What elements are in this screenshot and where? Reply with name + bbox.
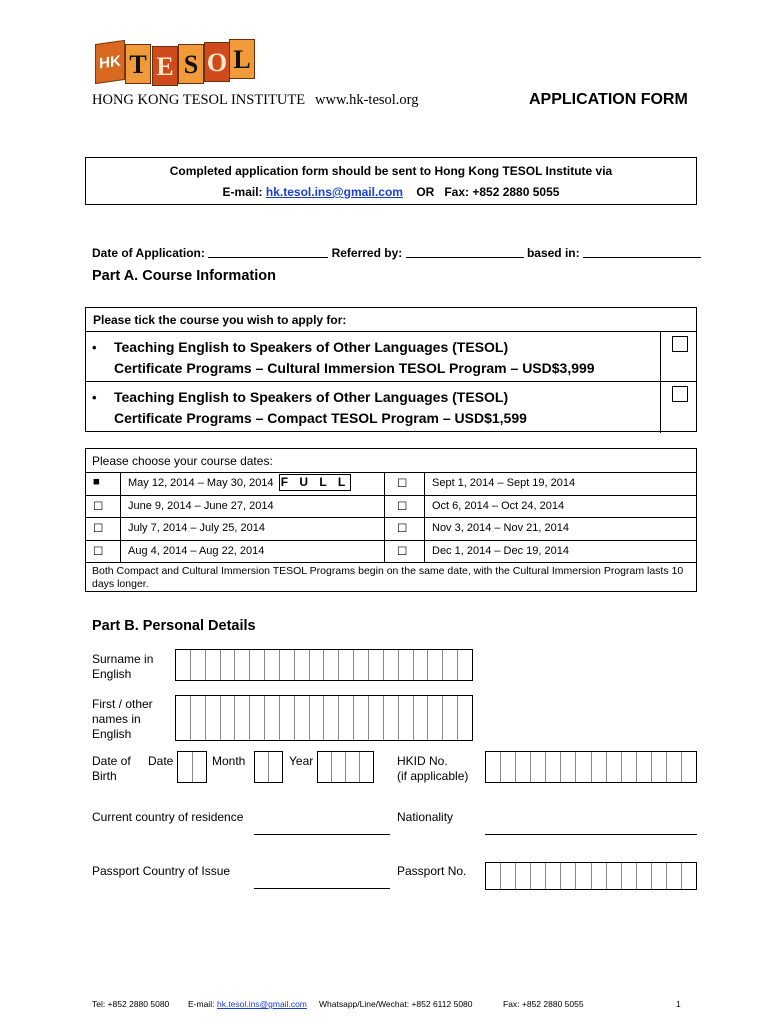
notice-line-1: Completed application form should be sent to Hong Kong TESOL Institute via (169, 164, 613, 178)
bullet: • (92, 340, 97, 355)
course-cultural-line-1: Teaching English to Speakers of Other Languages (TESOL) (114, 339, 509, 355)
dob-label-line-1: Date of (92, 754, 131, 768)
hkid-input-grid[interactable] (485, 751, 697, 783)
date-checkbox-june[interactable]: ☐ (93, 501, 104, 513)
date-dec: Dec 1, 2014 – Dec 19, 2014 (432, 545, 569, 557)
hkid-label (397, 754, 468, 784)
date-oct: Oct 6, 2014 – Oct 24, 2014 (432, 500, 565, 512)
based-in-field[interactable] (583, 246, 701, 258)
notice-fax: Fax: +852 2880 5055 (444, 185, 560, 199)
dates-note (92, 565, 692, 591)
course-cultural-checkbox[interactable] (672, 336, 688, 352)
date-checkbox-dec[interactable]: ☐ (397, 546, 408, 558)
notice-email-link[interactable]: hk.tesol.ins@gmail.com (265, 185, 403, 199)
first-names-label (92, 697, 153, 742)
date-of-application-field[interactable] (208, 246, 328, 258)
hk-tesol-logo (95, 36, 255, 88)
course-option-compact (86, 382, 696, 433)
date-checkbox-july[interactable]: ☐ (93, 523, 104, 535)
date-checkbox-aug[interactable]: ☐ (93, 546, 104, 558)
nationality-field[interactable] (485, 834, 697, 835)
part-b-heading: Part B. Personal Details (92, 618, 256, 634)
notice-line-2 (86, 185, 696, 199)
course-selection-table (85, 307, 697, 432)
submission-notice (85, 157, 697, 205)
nationality-label: Nationality (397, 810, 454, 824)
form-title: APPLICATION FORM (529, 91, 688, 108)
footer-tel: Tel: +852 2880 5080 (92, 999, 170, 1009)
course-compact-line-2: Certificate Programs – Compact TESOL Program – USD$1,599 (114, 410, 527, 426)
footer-chat: Whatsapp/Line/Wechat: +852 6112 5080 (319, 999, 473, 1009)
hkid-label-line-1: HKID No. (397, 754, 448, 768)
footer-email-label: E-mail: (188, 999, 215, 1009)
logo-letter-s: S (178, 44, 204, 84)
date-july: July 7, 2014 – July 25, 2014 (128, 522, 265, 534)
dob-label (92, 754, 131, 784)
date-of-application-label: Date of Application: (92, 246, 205, 260)
dates-note-line-2: days longer. (92, 578, 149, 590)
surname-input-grid[interactable] (175, 649, 473, 681)
dob-date-label: Date (148, 754, 174, 768)
passport-country-label: Passport Country of Issue (92, 864, 231, 878)
dob-month-label: Month (212, 754, 246, 768)
dob-label-line-2: Birth (92, 769, 117, 783)
part-a-heading: Part A. Course Information (92, 268, 276, 284)
date-sept: Sept 1, 2014 – Sept 19, 2014 (432, 477, 576, 489)
page-number: 1 (676, 999, 681, 1009)
date-checkbox-sept[interactable]: ☐ (397, 478, 408, 490)
hkid-label-line-2: (if applicable) (397, 769, 469, 783)
course-cultural-line-2: Certificate Programs – Cultural Immersion TESOL Program – USD$3,999 (114, 360, 595, 376)
surname-label-line-2: English (92, 667, 132, 681)
dob-year-grid[interactable] (317, 751, 374, 783)
date-checkbox-nov[interactable]: ☐ (397, 523, 408, 535)
logo-letter-e: E (152, 46, 178, 86)
date-checkbox-oct[interactable]: ☐ (397, 501, 408, 513)
dob-year-label: Year (289, 754, 314, 768)
first-names-label-line-3: English (92, 727, 132, 741)
website[interactable]: www.hk-tesol.org (315, 92, 419, 108)
course-dates-table (85, 448, 697, 592)
course-option-cultural (86, 332, 696, 382)
dates-prompt: Please choose your course dates: (92, 454, 273, 468)
referred-by-label: Referred by: (331, 246, 403, 260)
passport-country-field[interactable] (254, 888, 390, 889)
first-names-label-line-2: names in (92, 712, 141, 726)
institute-name: HONG KONG TESOL INSTITUTE (92, 92, 306, 108)
logo-letter-o: O (204, 42, 230, 82)
date-june: June 9, 2014 – June 27, 2014 (128, 500, 274, 512)
footer-fax: Fax: +852 2880 5055 (503, 999, 584, 1009)
footer-email-link[interactable]: hk.tesol.ins@gmail.com (217, 999, 307, 1009)
country-label: Current country of residence (92, 810, 244, 824)
date-aug: Aug 4, 2014 – Aug 22, 2014 (128, 545, 265, 557)
logo-hk-block: HK (95, 40, 125, 84)
notice-email-label: E-mail: (222, 185, 266, 199)
date-may: May 12, 2014 – May 30, 2014 (128, 477, 274, 489)
logo-letter-t: T (125, 44, 151, 84)
course-tick-prompt: Please tick the course you wish to apply for: (86, 308, 696, 332)
surname-label (92, 652, 153, 682)
full-badge: F U L L (280, 475, 350, 489)
dob-month-grid[interactable] (254, 751, 283, 783)
logo-letter-l: L (229, 39, 255, 79)
course-compact-checkbox[interactable] (672, 386, 688, 402)
notice-or: OR (416, 185, 435, 199)
passport-no-grid[interactable] (485, 862, 697, 890)
course-compact-line-1: Teaching English to Speakers of Other Languages (TESOL) (114, 389, 509, 405)
bullet: • (92, 390, 97, 405)
based-in-label: based in: (526, 246, 580, 260)
surname-label-line-1: Surname in (92, 652, 154, 666)
application-date-row (92, 246, 701, 260)
first-names-input-grid[interactable] (175, 695, 473, 741)
dob-date-grid[interactable] (177, 751, 207, 783)
date-nov: Nov 3, 2014 – Nov 21, 2014 (432, 522, 569, 534)
dates-note-line-1: Both Compact and Cultural Immersion TESOL Programs begin on the same date, with the Cultural Immersion Program lasts 10 (92, 565, 684, 577)
country-field[interactable] (254, 834, 390, 835)
first-names-label-line-1: First / other (92, 697, 153, 711)
referred-by-field[interactable] (406, 246, 524, 258)
date-checkbox-may[interactable]: ■ (93, 476, 100, 488)
passport-no-label: Passport No. (397, 864, 467, 878)
